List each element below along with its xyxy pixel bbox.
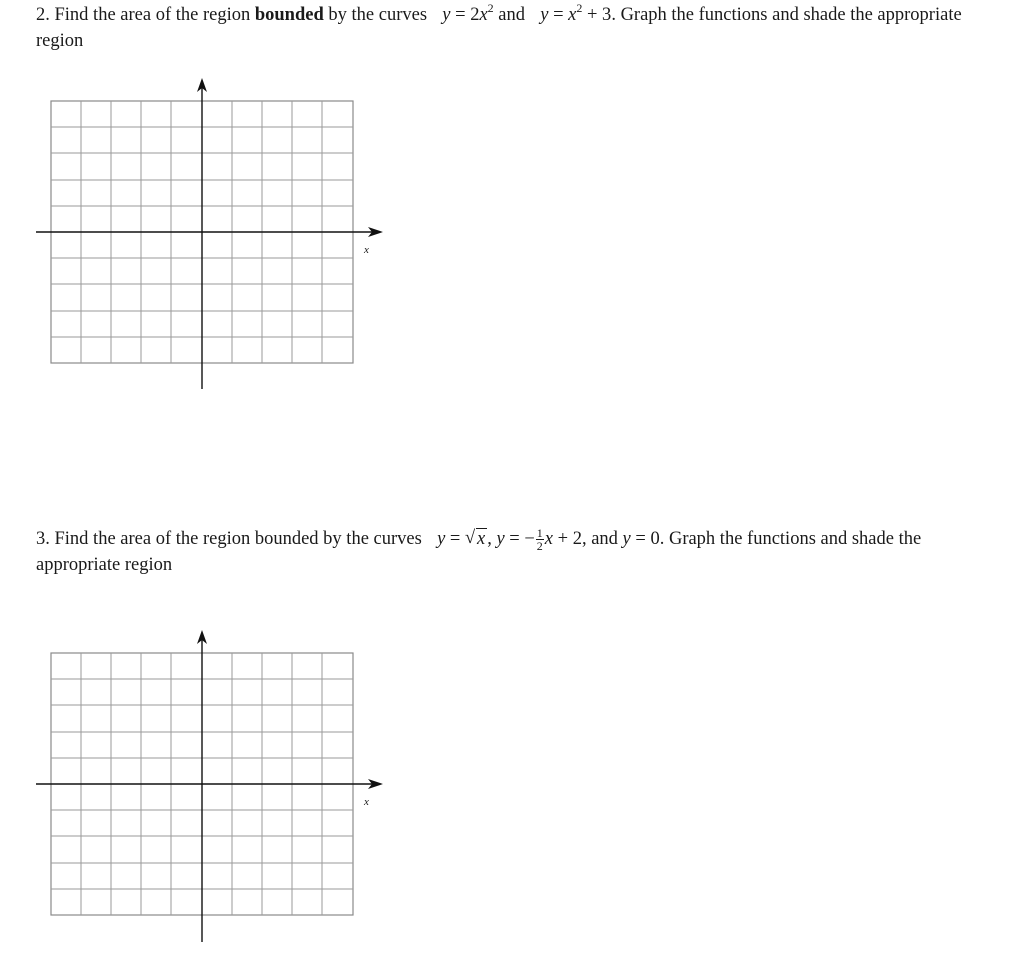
fraction-numerator: 1 (536, 526, 543, 541)
problem-3-eq3-lhs: y (622, 529, 631, 549)
problem-2-mid: by the curves (328, 5, 428, 25)
problem-3-equation-1 (437, 529, 487, 549)
problem-3-eq2-var: x (544, 529, 554, 549)
problem-2-eq2-lhs: y (540, 5, 549, 25)
radical-sign: √ (464, 528, 476, 548)
problem-2-statement (36, 2, 996, 54)
problem-3-sep-1: , (487, 529, 492, 549)
problem-2-graph[interactable] (0, 74, 400, 394)
problem-2-eq1-exp: 2 (487, 1, 494, 15)
problem-3-statement (36, 526, 996, 578)
problem-2-eq2-op: = (553, 5, 564, 25)
problem-2-equation-2 (540, 1, 612, 25)
problem-3-graph[interactable] (0, 626, 400, 946)
problem-3-eq1-lhs: y (437, 529, 446, 549)
problem-3-intro: Find the area of the region bounded by the curves (54, 529, 422, 549)
problem-2-number: 2. (36, 5, 50, 25)
problem-2-eq1-coef: 2 (470, 5, 480, 25)
problem-3-eq3-rhs: = 0 (635, 529, 660, 549)
problem-3-eq2-lhs: y (496, 529, 505, 549)
square-root-symbol (465, 526, 487, 552)
problem-3-number: 3. (36, 529, 50, 549)
x-axis-label: x (364, 244, 369, 256)
problem-3-equation-2 (496, 526, 582, 554)
problem-2-eq2-exp: 2 (576, 1, 583, 15)
problem-2-intro: Find the area of the region (54, 5, 251, 25)
problem-3-eq1-radicand: x (476, 529, 486, 549)
problem-3-eq2-tail: + 2 (557, 529, 582, 549)
problem-2-eq1-lhs: y (442, 5, 451, 25)
problem-3-eq1-op: = (449, 529, 461, 549)
problem-2-conjunction: and (498, 5, 525, 25)
problem-2-equation-1 (442, 1, 494, 25)
problem-3-eq2-op: = − (509, 529, 535, 549)
problem-3-outro: . Graph the functions and shade the appropriate region (36, 529, 922, 576)
problem-2-eq1-op: = (455, 5, 466, 25)
fraction-denominator: 2 (536, 539, 543, 554)
fraction (536, 527, 544, 552)
problem-3-sep-2: , and (581, 529, 618, 549)
problem-2-eq2-var: x (568, 5, 577, 25)
problem-2-eq1-var: x (479, 5, 488, 25)
problem-2-emphasis: bounded (254, 5, 324, 25)
x-axis-label: x (364, 796, 369, 808)
problem-2-eq2-tail: + 3 (587, 5, 612, 25)
problem-2-outro: . Graph the functions and shade the appropriate region (36, 5, 962, 51)
problem-3-equation-3 (623, 529, 660, 549)
